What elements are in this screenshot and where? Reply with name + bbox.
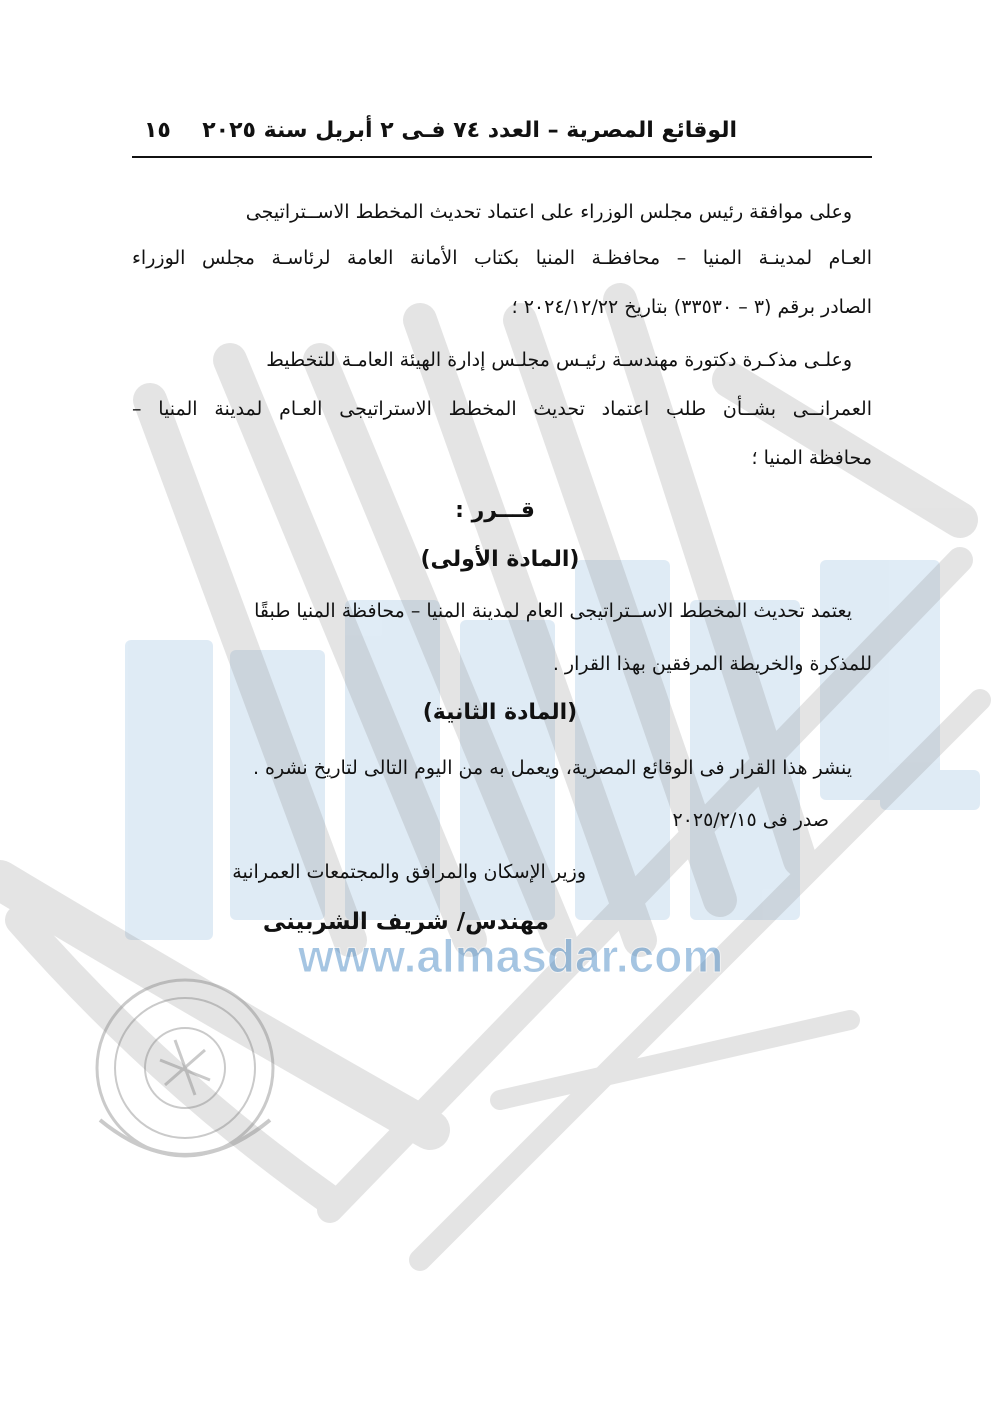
- header-title: الوقائع المصرية – العدد ٧٤ فـى ٢ أبريل سنة ٢٠٢٥: [202, 118, 737, 143]
- article-2-heading: (المادة الثانية): [422, 700, 578, 725]
- decision-heading: قـــرر :: [455, 498, 535, 523]
- issue-date: صدر فى ٢٠٢٥/٢/١٥: [672, 809, 829, 831]
- minister-title: وزير الإسكان والمرافق والمجتمعات العمرانية: [232, 861, 586, 883]
- official-seal: [97, 980, 273, 1156]
- paragraph-2-line-1: وعلـى مذكـرة دكتورة مهندسـة رئيـس مجلـس إدارة الهيئة العامـة للتخطيط: [266, 349, 852, 371]
- gazette-header: [132, 112, 872, 158]
- page-number: ١٥: [144, 118, 171, 143]
- watermark-url: www.almasdar.com: [298, 930, 724, 982]
- paragraph-1-line-3: الصادر برقم (٣ – ٣٣٥٣٠) بتاريخ ٢٠٢٤/١٢/٢٢ ؛: [511, 296, 872, 318]
- article-1-line-1: يعتمد تحديث المخطط الاســتراتيجى العام لمدينة المنيا – محافظة المنيا طبقًا: [254, 600, 852, 622]
- article-1-heading: (المادة الأولى): [420, 547, 580, 572]
- article-1-line-2: للمذكرة والخريطة المرفقين بهذا القرار .: [552, 653, 872, 675]
- minister-name: مهندس/ شريف الشربينى: [262, 909, 549, 935]
- paragraph-1-line-1: وعلى موافقة رئيس مجلس الوزراء على اعتماد تحديث المخطط الاســتراتيجى: [245, 201, 852, 223]
- paragraph-1-line-2: العـام لمدينـة المنيا – محافظـة المنيا بكتاب الأمانة العامة لرئاسـة مجلس الوزراء: [132, 247, 872, 269]
- article-2-line-1: ينشر هذا القرار فى الوقائع المصرية، ويعمل به من اليوم التالى لتاريخ نشره .: [252, 757, 852, 779]
- paragraph-2-line-3: محافظة المنيا ؛: [751, 447, 872, 469]
- paragraph-2-line-2: العمرانــى بشــأن طلب اعتماد تحديث المخطط الاستراتيجى العـام لمدينة المنيا –: [132, 398, 872, 420]
